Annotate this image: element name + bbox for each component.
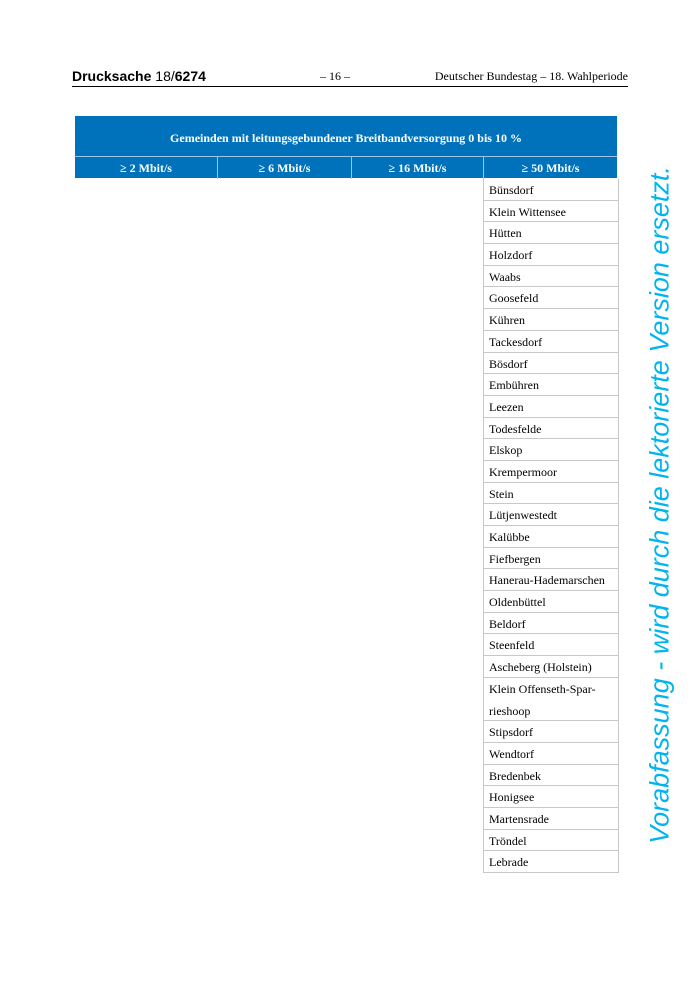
table-row: Oldenbüttel — [484, 591, 618, 613]
municipality-list-50mbit — [483, 179, 619, 873]
table-row: Klein Wittensee — [484, 201, 618, 223]
table-row: Fiefbergen — [484, 548, 618, 570]
column-header-row — [75, 156, 617, 179]
page-number: – 16 – — [320, 69, 350, 83]
table-row: Goosefeld — [484, 287, 618, 309]
document-reference — [72, 68, 206, 84]
table-row: Kalübbe — [484, 526, 618, 548]
drucksache-number: 6274 — [174, 68, 206, 84]
table-row: Lebrade — [484, 851, 618, 873]
table-row: Kühren — [484, 309, 618, 331]
table-row: rieshoop — [484, 700, 618, 722]
table-row: Embühren — [484, 374, 618, 396]
table-row: Ascheberg (Holstein) — [484, 656, 618, 678]
table-row: Bredenbek — [484, 765, 618, 787]
table-title: Gemeinden mit leitungsgebundener Breitbandversorgung 0 bis 10 % — [170, 131, 522, 145]
table-row: Hütten — [484, 222, 618, 244]
table-row: Beldorf — [484, 613, 618, 635]
table-row: Wendtorf — [484, 743, 618, 765]
table-row: Stein — [484, 483, 618, 505]
table-header — [75, 116, 617, 178]
table-row: Steenfeld — [484, 634, 618, 656]
table-row: Krempermoor — [484, 461, 618, 483]
table-row: Tackesdorf — [484, 331, 618, 353]
table-row: Bösdorf — [484, 353, 618, 375]
table-row: Elskop — [484, 439, 618, 461]
table-row: Leezen — [484, 396, 618, 418]
table-row: Bünsdorf — [484, 179, 618, 201]
table-row: Lütjenwestedt — [484, 504, 618, 526]
table-row: Waabs — [484, 266, 618, 288]
drucksache-label: Drucksache — [72, 68, 152, 84]
table-row: Honigsee — [484, 786, 618, 808]
table-row: Holzdorf — [484, 244, 618, 266]
watermark-text: Vorabfassung - wird durch die lektorierte Version ersetzt. — [644, 166, 675, 844]
column-header-16mbit: ≥ 16 Mbit/s — [352, 157, 484, 179]
table-row: Tröndel — [484, 830, 618, 852]
table-row: Klein Offenseth-Spar- — [489, 681, 596, 696]
page-header — [72, 66, 628, 87]
table-row: Hanerau-Hademarschen — [484, 569, 618, 591]
drucksache-prefix: 18/ — [155, 68, 175, 84]
column-header-6mbit: ≥ 6 Mbit/s — [218, 157, 352, 179]
column-header-2mbit: ≥ 2 Mbit/s — [75, 157, 218, 179]
column-header-50mbit: ≥ 50 Mbit/s — [521, 161, 580, 175]
table-row: Martensrade — [484, 808, 618, 830]
publisher: Deutscher Bundestag – 18. Wahlperiode — [434, 69, 628, 83]
table-row: Stipsdorf — [484, 721, 618, 743]
table-row: Todesfelde — [484, 418, 618, 440]
